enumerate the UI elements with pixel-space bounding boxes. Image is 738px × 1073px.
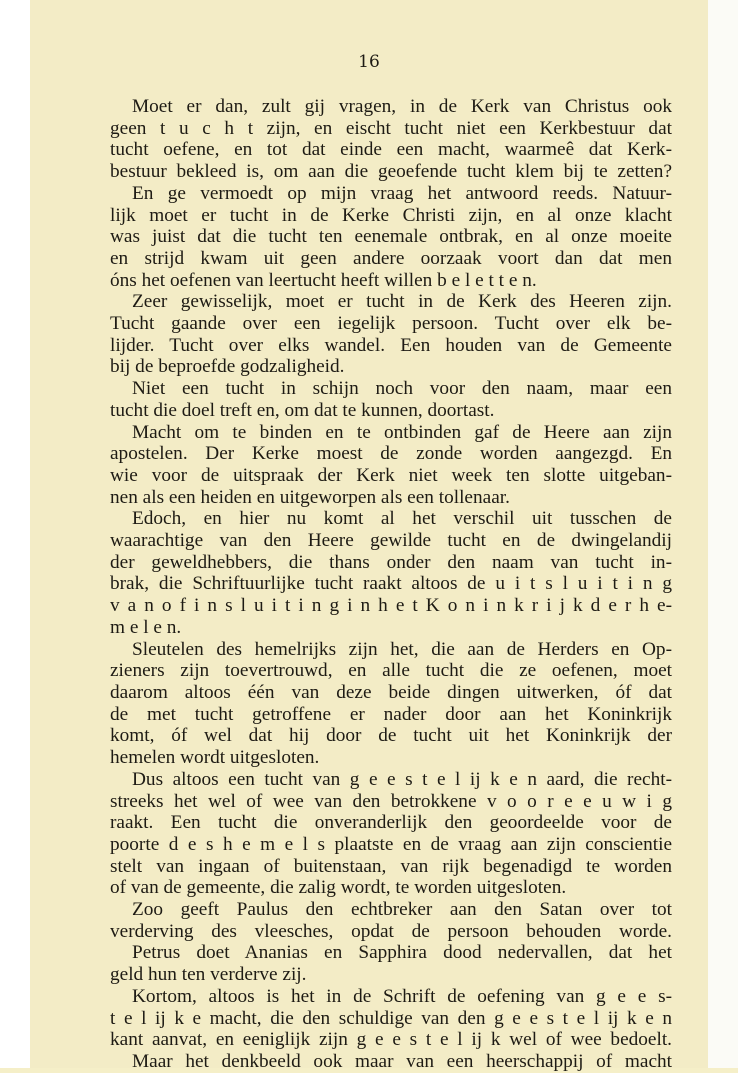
- text-line: der geweldhebbers, die thans onder den naam van tucht in-: [110, 551, 672, 573]
- text-line: waarachtige van den Heere gewilde tucht en de dwingelandij: [110, 530, 672, 552]
- text-line: raakt. Een tucht die onveranderlijk den geoordeelde voor de: [110, 812, 672, 834]
- text-line: Niet een tucht in schijn noch voor den naam, maar een: [132, 378, 672, 400]
- text-line: kant aanvat, en eeniglijk zijn g e e s t e l ij k wel of wee bedoelt.: [110, 1029, 672, 1051]
- text-line: m e l e n.: [110, 616, 182, 638]
- text-line: de met tucht getroffene er nader door aan het Koninkrijk: [110, 703, 672, 725]
- text-line: brak, die Schriftuurlijke tucht raakt altoos de u i t s l u i t i n g: [110, 573, 672, 595]
- text-line: nen als een heiden en uitgeworpen als een tollenaar.: [110, 486, 510, 508]
- text-line: óns het oefenen van leertucht heeft willen b e l e t t e n.: [110, 269, 537, 291]
- text-line: tucht die doel treft en, om dat te kunnen, doortast.: [110, 399, 495, 421]
- text-line: Tucht gaande over een iegelijk persoon. Tucht over elk be-: [110, 313, 672, 335]
- text-line: tucht oefene, en tot dat einde een macht, waarmeê dat Kerk-: [110, 139, 672, 161]
- text-line: verderving des vleesches, opdat de persoon behouden worde.: [110, 920, 672, 942]
- text-line: bestuur bekleed is, om aan die geoefende tucht klem bij te zetten?: [110, 161, 672, 183]
- body-text: [110, 96, 672, 1073]
- book-page: [30, 0, 708, 1072]
- text-line: Zeer gewisselijk, moet er tucht in de Kerk des Heeren zijn.: [132, 291, 672, 313]
- text-line: was juist dat die tucht ten eenemale ontbrak, en al onze moeite: [110, 226, 672, 248]
- text-line: Dus altoos een tucht van g e e s t e l ij k e n aard, die recht-: [132, 768, 672, 790]
- text-line: Maar het denkbeeld ook maar van een heerschappij of macht: [132, 1050, 672, 1072]
- text-line: zieners zijn toevertrouwd, en alle tucht die ze oefenen, moet: [110, 660, 672, 682]
- text-line: lijder. Tucht over elks wandel. Een houden van de Gemeente: [110, 334, 672, 356]
- text-line: stelt van ingaan of buitenstaan, van rijk begenadigd te worden: [110, 855, 672, 877]
- scan-right-edge: [708, 0, 738, 1068]
- text-line: Zoo geeft Paulus den echtbreker aan den Satan over tot: [132, 899, 672, 921]
- text-line: geen t u c h t zijn, en eischt tucht niet een Kerkbestuur dat: [110, 117, 672, 139]
- text-line: En ge vermoedt op mijn vraag het antwoord reeds. Natuur-: [132, 182, 672, 204]
- text-line: geld hun ten verderve zij.: [110, 964, 307, 986]
- text-line: Edoch, en hier nu komt al het verschil uit tusschen de: [132, 508, 672, 530]
- text-line: bij de beproefde godzaligheid.: [110, 356, 345, 378]
- text-line: lijk moet er tucht in de Kerke Christi zijn, en al onze klacht: [110, 204, 672, 226]
- text-line: komt, óf wel dat hij door de tucht uit het Koninkrijk der: [110, 725, 672, 747]
- text-line: Moet er dan, zult gij vragen, in de Kerk van Christus ook: [132, 96, 672, 117]
- text-line: streeks het wel of wee van den betrokkene v o o r e e u w i g: [110, 790, 672, 812]
- text-line: t e l ij k e macht, die den schuldige van den g e e s t e l ij k e n: [110, 1007, 672, 1029]
- page-number: 16: [358, 52, 380, 72]
- text-line: wie voor de uitspraak der Kerk niet week ten slotte uitgeban-: [110, 464, 672, 486]
- text-line: Macht om te binden en te ontbinden gaf de Heere aan zijn: [132, 421, 672, 443]
- text-line: en strijd kwam uit geen andere oorzaak voort dan dat men: [110, 247, 672, 269]
- text-line: Sleutelen des hemelrijks zijn het, die aan de Herders en Op-: [132, 638, 672, 660]
- text-line: poorte d e s h e m e l s plaatste en de vraag aan zijn conscientie: [110, 833, 672, 855]
- text-line: Kortom, altoos is het in de Schrift de oefening van g e e s-: [132, 985, 672, 1007]
- text-line: hemelen wordt uitgesloten.: [110, 747, 320, 769]
- scan-left-margin: [0, 0, 30, 1068]
- text-line: Petrus doet Ananias en Sapphira dood nedervallen, dat het: [132, 942, 672, 964]
- text-line: apostelen. Der Kerke moest de zonde worden aangezgd. En: [110, 443, 672, 465]
- text-line: v a n o f i n s l u i t i n g i n h e t K o n i n k r i j k d e r h e-: [110, 595, 672, 617]
- text-line: daarom altoos één van deze beide dingen uitwerken, óf dat: [110, 681, 672, 703]
- text-line: of van de gemeente, die zalig wordt, te worden uitgesloten.: [110, 877, 567, 899]
